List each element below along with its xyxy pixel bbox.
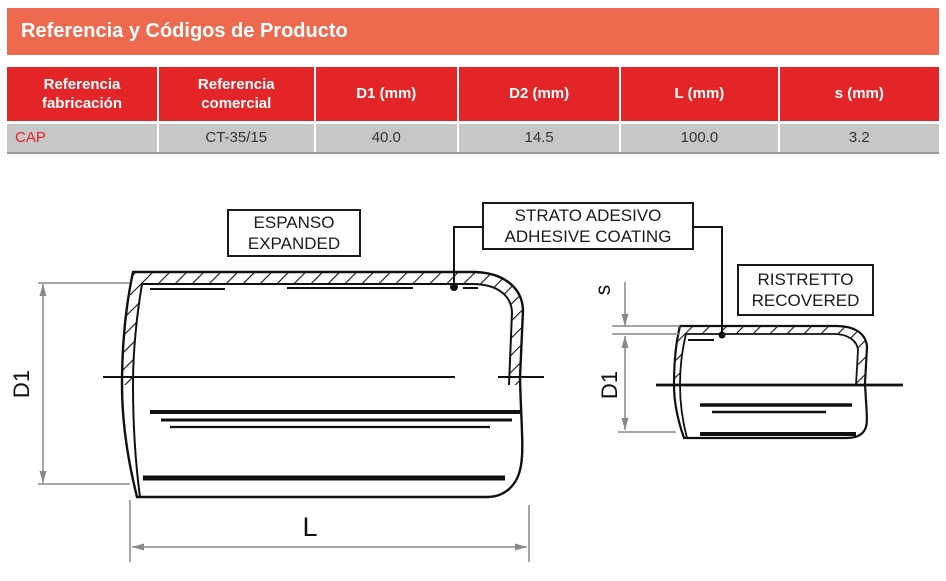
callout-recovered-line2: RECOVERED xyxy=(751,291,860,310)
column-header-referencia-fabricacion: Referencia fabricación xyxy=(7,67,158,122)
section-title: Referencia y Códigos de Producto xyxy=(21,20,348,42)
expanded-adhesive-lines xyxy=(143,288,520,478)
column-header-d2: D2 (mm) xyxy=(458,67,620,122)
expanded-cap-outline xyxy=(122,272,523,497)
column-header-referencia-comercial: Referencia comercial xyxy=(158,67,315,122)
recovered-cap-outline xyxy=(674,326,867,438)
cell-referencia-comercial: CT-35/15 xyxy=(158,122,315,153)
cell-d1: 40.0 xyxy=(315,122,459,153)
cell-referencia-fabricacion: CAP xyxy=(7,122,158,153)
recovered-adhesive-lines xyxy=(688,340,856,434)
leader-dot-recovered xyxy=(719,332,726,339)
callout-recovered-line1: RISTRETTO xyxy=(757,270,854,289)
leader-dot-expanded xyxy=(450,283,458,291)
cell-d2: 14.5 xyxy=(458,122,620,153)
cell-s: 3.2 xyxy=(779,122,939,153)
dimension-label-l: L xyxy=(302,512,318,542)
column-header-s: s (mm) xyxy=(779,67,939,122)
callout-expanded-line1: ESPANSO xyxy=(253,213,335,232)
dimension-label-d1-expanded: D1 xyxy=(9,369,34,399)
cell-l: 100.0 xyxy=(620,122,778,153)
dimension-label-d1-recovered: D1 xyxy=(597,370,622,400)
column-header-l: L (mm) xyxy=(620,67,778,122)
callout-adhesive-line2: ADHESIVE COATING xyxy=(504,227,672,246)
callout-recovered xyxy=(737,264,874,316)
column-header-d1: D1 (mm) xyxy=(315,67,459,122)
callout-adhesive-line1: STRATO ADESIVO xyxy=(514,206,662,225)
callout-expanded-line2: EXPANDED xyxy=(247,234,341,253)
dimension-label-s: s xyxy=(592,284,615,296)
callout-expanded xyxy=(227,209,361,257)
callout-adhesive-coating xyxy=(482,202,694,250)
